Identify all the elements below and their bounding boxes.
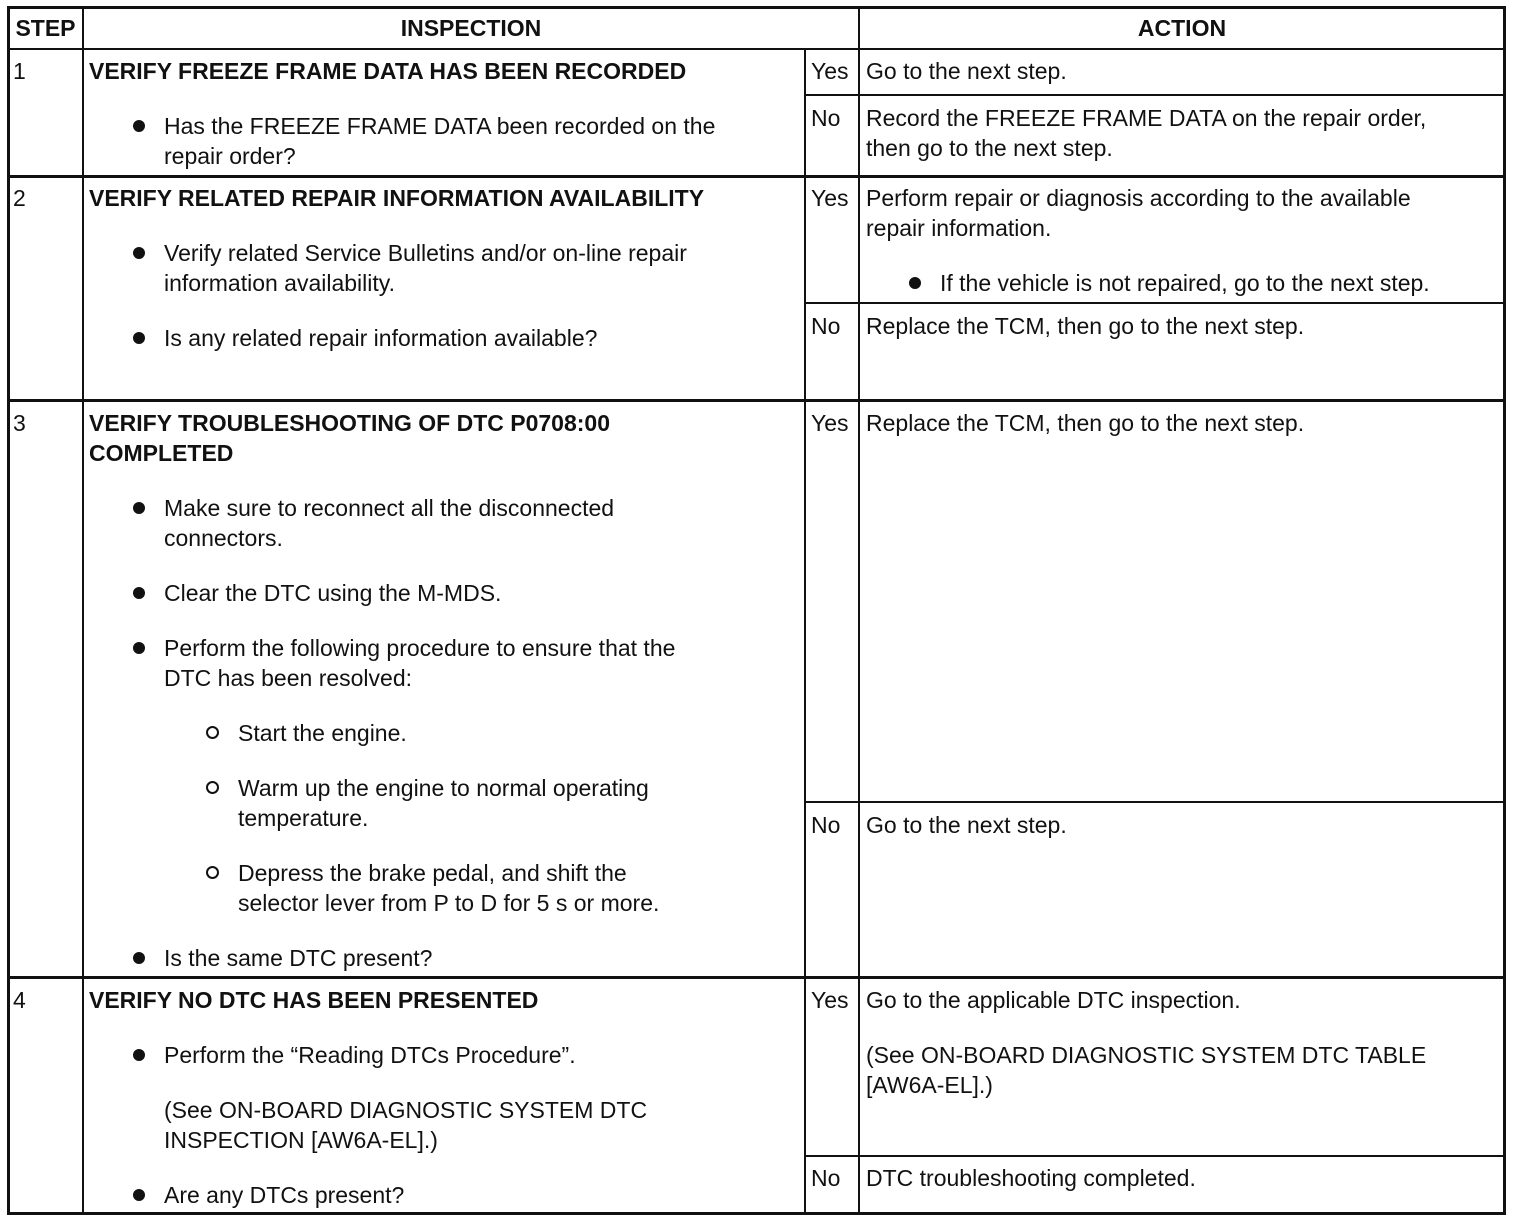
yes-action: Go to the next step. (866, 58, 1067, 84)
inspection-item: Is the same DTC present? (164, 945, 433, 971)
procedure-step-cont: selector lever from P to D for 5 s or more. (238, 890, 660, 916)
bullet-icon (133, 587, 145, 599)
row2-divider (9, 399, 1504, 402)
procedure-step: Warm up the engine to normal operating (238, 775, 649, 801)
yes-action: Perform repair or diagnosis according to the available (866, 185, 1411, 211)
bullet-icon (133, 247, 145, 259)
no-label: No (811, 313, 841, 339)
inspection-item: Are any DTCs present? (164, 1182, 405, 1208)
column-divider-yesno (804, 48, 806, 1213)
step-title: VERIFY FREEZE FRAME DATA HAS BEEN RECORDED (89, 58, 687, 84)
procedure-step: Start the engine. (238, 720, 407, 746)
step-number: 1 (13, 58, 26, 84)
row3-yes-no-divider (804, 801, 1504, 803)
inspection-item: Clear the DTC using the M-MDS. (164, 580, 502, 606)
no-action-cont: then go to the next step. (866, 135, 1113, 161)
inspection-item: Has the FREEZE FRAME DATA been recorded on the (164, 113, 716, 139)
row4-yes-no-divider (804, 1155, 1504, 1157)
step-number: 3 (13, 410, 26, 436)
bullet-icon (133, 1189, 145, 1201)
bullet-icon (133, 1049, 145, 1061)
reference-text: (See ON-BOARD DIAGNOSTIC SYSTEM DTC (164, 1097, 648, 1123)
no-action: Go to the next step. (866, 812, 1067, 838)
inspection-item: Is any related repair information available? (164, 325, 598, 351)
procedure-step-cont: temperature. (238, 805, 369, 831)
column-divider-action (858, 8, 860, 1213)
inspection-item: Verify related Service Bulletins and/or on-line repair (164, 240, 687, 266)
header-inspection: INSPECTION (400, 14, 542, 41)
inspection-item: Perform the following procedure to ensure that the (164, 635, 676, 661)
step-title: VERIFY TROUBLESHOOTING OF DTC P0708:00 (89, 410, 611, 436)
bullet-icon (133, 642, 145, 654)
row2-yes-no-divider (804, 302, 1504, 304)
step-title: VERIFY RELATED REPAIR INFORMATION AVAILABILITY (89, 185, 705, 211)
sub-bullet-icon (206, 726, 219, 739)
yes-label: Yes (811, 58, 849, 84)
yes-action: Go to the applicable DTC inspection. (866, 987, 1241, 1013)
step-title-cont: COMPLETED (89, 440, 234, 466)
yes-action-cont: repair information. (866, 215, 1052, 241)
sub-bullet-icon (206, 781, 219, 794)
no-action: Record the FREEZE FRAME DATA on the repair order, (866, 105, 1427, 131)
bullet-icon (133, 120, 145, 132)
step-number: 4 (13, 987, 26, 1013)
yes-action: Replace the TCM, then go to the next step. (866, 410, 1305, 436)
reference-text-cont: [AW6A-EL].) (866, 1072, 993, 1098)
no-label: No (811, 812, 841, 838)
yes-label: Yes (811, 410, 849, 436)
inspection-item-cont: information availability. (164, 270, 395, 296)
yes-label: Yes (811, 987, 849, 1013)
inspection-item-cont: DTC has been resolved: (164, 665, 413, 691)
bullet-icon (133, 952, 145, 964)
sub-bullet-icon (206, 866, 219, 879)
row3-divider (9, 976, 1504, 979)
bullet-icon (909, 277, 921, 289)
step-number: 2 (13, 185, 26, 211)
reference-text: (See ON-BOARD DIAGNOSTIC SYSTEM DTC TABLE (866, 1042, 1427, 1068)
bullet-icon (133, 332, 145, 344)
inspection-item-cont: connectors. (164, 525, 283, 551)
yes-action-item: If the vehicle is not repaired, go to the next step. (940, 270, 1430, 296)
row1-yes-no-divider (804, 94, 1504, 96)
inspection-item: Make sure to reconnect all the disconnected (164, 495, 615, 521)
no-label: No (811, 1165, 841, 1191)
no-action: Replace the TCM, then go to the next step. (866, 313, 1305, 339)
yes-label: Yes (811, 185, 849, 211)
header-action: ACTION (1137, 14, 1227, 41)
column-divider-step (82, 8, 84, 1213)
procedure-step: Depress the brake pedal, and shift the (238, 860, 627, 886)
header-divider (9, 48, 1504, 50)
inspection-item-cont: repair order? (164, 143, 296, 169)
inspection-item: Perform the “Reading DTCs Procedure”. (164, 1042, 576, 1068)
header-step: STEP (15, 14, 76, 41)
no-label: No (811, 105, 841, 131)
reference-text-cont: INSPECTION [AW6A-EL].) (164, 1127, 438, 1153)
row1-divider (9, 175, 1504, 178)
bullet-icon (133, 502, 145, 514)
no-action: DTC troubleshooting completed. (866, 1165, 1196, 1191)
step-title: VERIFY NO DTC HAS BEEN PRESENTED (89, 987, 539, 1013)
